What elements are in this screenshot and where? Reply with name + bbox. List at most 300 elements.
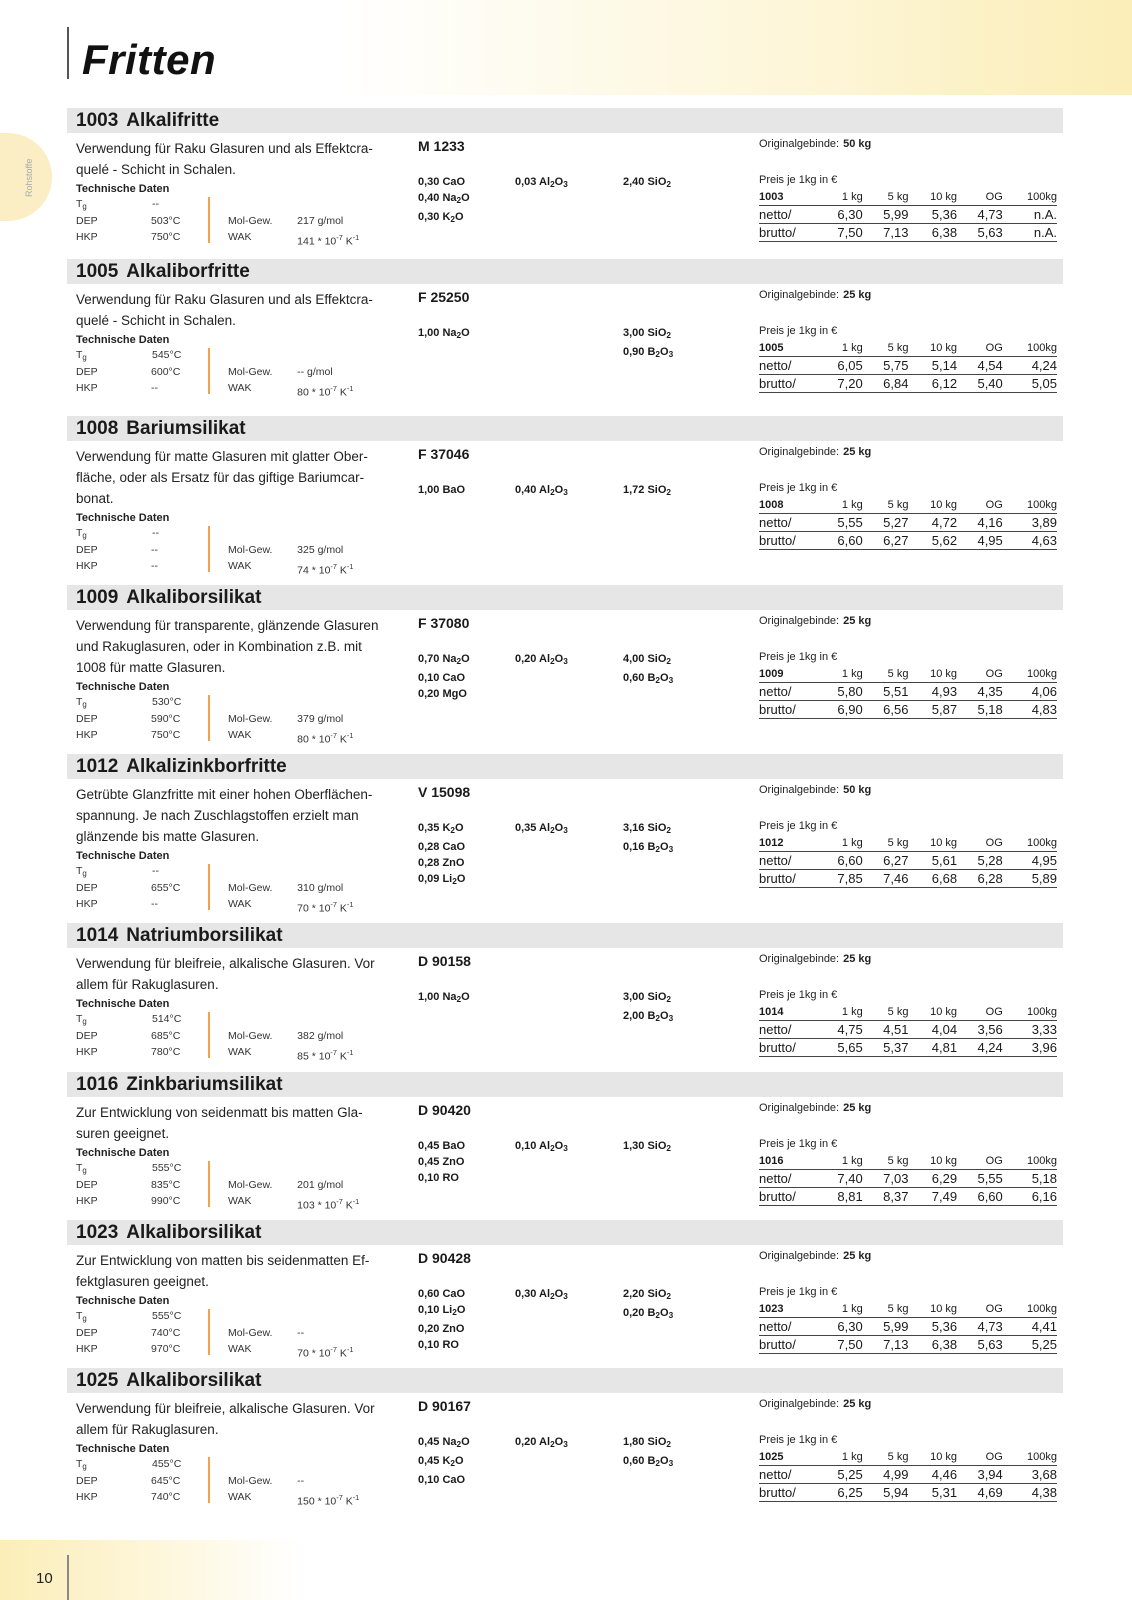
product-code: F 37080 <box>418 615 470 631</box>
price-cell: 4,04 <box>908 1021 957 1039</box>
price-cell: 6,28 <box>957 870 1003 888</box>
formula-line: 0,90 $B_2O_3$ <box>623 346 674 360</box>
product-name: Natriumborsilikat <box>126 925 283 946</box>
orig-value: 50 kg <box>843 784 872 796</box>
orig-label: Originalgebinde: <box>759 1250 840 1262</box>
hkp-label: HKP <box>76 1342 98 1355</box>
price-cell: 7,50 <box>817 1336 863 1354</box>
entry-header <box>67 108 1063 133</box>
price-cell: 7,13 <box>863 224 909 242</box>
product-name: Alkalizinkborfritte <box>126 756 287 777</box>
tech-row-tg: $T_g$ 514°C <box>76 1012 386 1029</box>
price-row-label: 1005 <box>759 341 817 357</box>
dep-value: 685°C <box>151 1030 181 1043</box>
product-entry <box>67 754 1063 915</box>
price-cell: 1 kg <box>817 341 863 357</box>
product-description <box>76 138 386 250</box>
tech-row-hkp <box>76 1342 386 1362</box>
formula-column-silica <box>623 989 673 1027</box>
price-cell: 6,05 <box>817 357 863 375</box>
price-cell: OG <box>957 667 1003 683</box>
tech-row-hkp <box>76 1490 386 1510</box>
price-cell: 5 kg <box>863 498 909 514</box>
product-entry <box>67 108 1063 248</box>
price-cell: 5 kg <box>863 341 909 357</box>
price-brutto-row <box>759 532 1057 550</box>
product-number: 1023 <box>76 1222 119 1243</box>
product-number: 1008 <box>76 418 119 439</box>
tg-value: -- <box>152 865 159 877</box>
formula-column-silica <box>623 820 673 858</box>
formula-column-flux <box>418 1434 470 1488</box>
molgew-label: Mol-Gew. <box>228 215 273 228</box>
hkp-value: 970°C <box>151 1342 181 1355</box>
hkp-label: HKP <box>76 381 98 394</box>
price-cell: 7,85 <box>817 870 863 888</box>
price-row-label: 1009 <box>759 667 817 683</box>
tech-separator <box>208 1012 210 1058</box>
product-entry <box>67 1220 1063 1360</box>
formula-line: 0,10 $Al_2O_3$ <box>515 1140 568 1154</box>
price-cell: 6,12 <box>908 375 957 393</box>
tech-row-hkp <box>76 1045 386 1065</box>
price-cell: 4,16 <box>957 514 1003 532</box>
wak-label: WAK <box>228 559 252 572</box>
molgew-label: Mol-Gew. <box>228 1475 273 1488</box>
product-name: Bariumsilikat <box>126 418 246 439</box>
tech-data-table <box>76 526 386 579</box>
original-packaging <box>759 289 871 301</box>
price-cell: 4,06 <box>1003 683 1057 701</box>
tech-row-tg: $T_g$ 555°C <box>76 1309 386 1326</box>
molgew-value: -- <box>297 1327 305 1340</box>
tech-data-table <box>76 1309 386 1362</box>
price-cell: 4,72 <box>908 514 957 532</box>
formula-column-alumina <box>515 174 568 193</box>
tech-separator <box>208 197 210 243</box>
description-text: Zur Entwicklung von seidenmatt bis matten Gla-suren geeignet. <box>76 1105 363 1141</box>
price-cell: 5,75 <box>863 357 909 375</box>
price-row-label: netto/ <box>759 1318 817 1336</box>
orig-label: Originalgebinde: <box>759 446 840 458</box>
price-cell: 5 kg <box>863 836 909 852</box>
price-cell: 1 kg <box>817 1450 863 1466</box>
original-packaging <box>759 446 871 458</box>
tech-data-table <box>76 197 386 250</box>
formula-line: 0,45 $K_2O$ <box>418 1455 464 1469</box>
formula-line: 0,10 RO <box>418 1339 459 1352</box>
price-cell: 4,46 <box>908 1466 957 1484</box>
product-entry <box>67 259 1063 399</box>
formula-line: 0,10 $Li_2O$ <box>418 1304 466 1318</box>
price-cell: 5,28 <box>957 852 1003 870</box>
price-cell: 10 kg <box>908 498 957 514</box>
formula-column-flux <box>418 651 470 702</box>
price-row-label: netto/ <box>759 852 817 870</box>
price-cell: 100kg <box>1003 190 1057 206</box>
price-cell: 100kg <box>1003 836 1057 852</box>
tech-separator <box>208 1457 210 1503</box>
price-cell: 7,03 <box>863 1170 909 1188</box>
price-cell: 3,89 <box>1003 514 1057 532</box>
tech-row-dep <box>76 881 386 897</box>
wak-label: WAK <box>228 1045 252 1058</box>
price-cell: OG <box>957 1005 1003 1021</box>
molgew-label: Mol-Gew. <box>228 1327 273 1340</box>
price-row-label: brutto/ <box>759 1188 817 1206</box>
formula-column-alumina <box>515 651 568 670</box>
tech-row-hkp <box>76 1194 386 1214</box>
price-netto-row <box>759 1318 1057 1336</box>
price-cell: 1 kg <box>817 836 863 852</box>
original-packaging <box>759 1102 871 1114</box>
price-cell: 4,51 <box>863 1021 909 1039</box>
wak-value: $150 * 10^{-7}$ $K^{-1}$ <box>297 1492 360 1508</box>
product-description <box>76 446 386 579</box>
price-cell: n.A. <box>1003 206 1057 224</box>
price-row-label: netto/ <box>759 1466 817 1484</box>
price-cell: 6,16 <box>1003 1188 1057 1206</box>
price-table <box>759 1005 1057 1057</box>
price-cell: 4,41 <box>1003 1318 1057 1336</box>
product-description <box>76 289 386 401</box>
price-cell: 100kg <box>1003 341 1057 357</box>
original-packaging <box>759 953 871 965</box>
tech-row-dep <box>76 543 386 559</box>
price-cell: 4,73 <box>957 1318 1003 1336</box>
product-number: 1003 <box>76 110 119 131</box>
price-cell: 5 kg <box>863 1005 909 1021</box>
price-table <box>759 498 1057 550</box>
hkp-value: -- <box>151 559 159 572</box>
formula-column-silica <box>623 325 673 363</box>
tech-row-dep <box>76 1029 386 1045</box>
entry-header <box>67 1368 1063 1393</box>
price-cell: 10 kg <box>908 836 957 852</box>
price-brutto-row <box>759 701 1057 719</box>
molgew-value: 379 g/mol <box>297 713 344 726</box>
formula-column-alumina <box>515 820 568 839</box>
price-table <box>759 341 1057 393</box>
formula-line: 0,28 CaO <box>418 841 466 854</box>
page-number-divider <box>67 1555 69 1600</box>
formula-line: 0,03 $Al_2O_3$ <box>515 176 568 190</box>
price-header-row <box>759 190 1057 206</box>
formula-line: 0,10 RO <box>418 1172 459 1184</box>
orig-label: Originalgebinde: <box>759 953 840 965</box>
tech-row-tg: $T_g$ -- <box>76 526 386 543</box>
price-cell: 4,73 <box>957 206 1003 224</box>
price-cell: 4,95 <box>1003 852 1057 870</box>
price-label: Preis je 1kg in € <box>759 1286 838 1298</box>
price-cell: 3,56 <box>957 1021 1003 1039</box>
price-cell: 6,68 <box>908 870 957 888</box>
product-code: D 90158 <box>418 953 471 969</box>
tech-data-title: Technische Daten <box>76 183 170 195</box>
price-cell: 6,84 <box>863 375 909 393</box>
price-cell: 100kg <box>1003 1450 1057 1466</box>
product-number: 1016 <box>76 1074 119 1095</box>
formula-line: 3,00 SiO$_2$ <box>623 991 672 1005</box>
price-cell: 5,25 <box>817 1466 863 1484</box>
price-label: Preis je 1kg in € <box>759 1138 838 1150</box>
price-row-label: 1012 <box>759 836 817 852</box>
price-label: Preis je 1kg in € <box>759 820 838 832</box>
price-cell: 5,40 <box>957 375 1003 393</box>
product-description <box>76 784 386 917</box>
hkp-label: HKP <box>76 1194 98 1207</box>
tg-value: -- <box>152 198 159 210</box>
price-cell: 5,36 <box>908 1318 957 1336</box>
price-cell: 6,56 <box>863 701 909 719</box>
price-cell: OG <box>957 190 1003 206</box>
price-cell: 4,75 <box>817 1021 863 1039</box>
tech-row-dep <box>76 1474 386 1490</box>
price-brutto-row <box>759 1188 1057 1206</box>
price-cell: 7,40 <box>817 1170 863 1188</box>
tech-row-dep <box>76 712 386 728</box>
hkp-label: HKP <box>76 559 98 572</box>
price-netto-row <box>759 357 1057 375</box>
price-row-label: netto/ <box>759 357 817 375</box>
dep-value: 590°C <box>151 713 181 726</box>
dep-label: DEP <box>76 215 98 228</box>
price-cell: 10 kg <box>908 341 957 357</box>
price-cell: 4,35 <box>957 683 1003 701</box>
entry-header <box>67 1220 1063 1245</box>
formula-line: 0,30 $Al_2O_3$ <box>515 1288 568 1302</box>
price-cell: 10 kg <box>908 1302 957 1318</box>
formula-line: 0,20 $B_2O_3$ <box>623 1307 674 1321</box>
product-description <box>76 1250 386 1362</box>
formula-column-silica <box>623 1286 673 1324</box>
price-cell: 6,90 <box>817 701 863 719</box>
formula-line: 0,30 $K_2O$ <box>418 211 464 225</box>
tech-row-hkp <box>76 897 386 917</box>
price-netto-row <box>759 1021 1057 1039</box>
price-cell: 5 kg <box>863 1302 909 1318</box>
orig-value: 25 kg <box>843 1102 872 1114</box>
tech-data-table <box>76 695 386 748</box>
hkp-label: HKP <box>76 230 98 243</box>
tech-data-table <box>76 1161 386 1214</box>
orig-value: 25 kg <box>843 1250 872 1262</box>
page-title: Fritten <box>82 36 217 83</box>
wak-label: WAK <box>228 1342 252 1355</box>
entry-header <box>67 754 1063 779</box>
tech-row-hkp <box>76 381 386 401</box>
hkp-label: HKP <box>76 728 98 741</box>
product-description <box>76 953 386 1065</box>
description-text: Verwendung für matte Glasuren mit glatter Ober-fläche, oder als Ersatz für das giftige Bariumcar-bonat. <box>76 449 368 506</box>
formula-column-flux <box>418 174 470 228</box>
product-code: V 15098 <box>418 784 471 800</box>
orig-label: Originalgebinde: <box>759 138 840 150</box>
price-cell: 100kg <box>1003 1005 1057 1021</box>
price-header-row <box>759 667 1057 683</box>
price-cell: 3,96 <box>1003 1039 1057 1057</box>
dep-value: 600°C <box>151 366 181 379</box>
price-cell: 5,61 <box>908 852 957 870</box>
price-cell: 5,99 <box>863 1318 909 1336</box>
orig-label: Originalgebinde: <box>759 1102 840 1114</box>
original-packaging <box>759 784 871 796</box>
molgew-label: Mol-Gew. <box>228 882 273 895</box>
description-text: Verwendung für bleifreie, alkalische Glasuren. Vor allem für Rakuglasuren. <box>76 956 375 992</box>
price-cell: 6,60 <box>957 1188 1003 1206</box>
price-cell: 1 kg <box>817 667 863 683</box>
formula-line: 2,40 SiO$_2$ <box>623 176 672 190</box>
product-code: D 90428 <box>418 1250 471 1266</box>
formula-line: 0,40 $Na_2O$ <box>418 192 470 206</box>
price-cell: 10 kg <box>908 1154 957 1170</box>
entry-header <box>67 416 1063 441</box>
price-header-row <box>759 836 1057 852</box>
molgew-value: 310 g/mol <box>297 882 344 895</box>
original-packaging <box>759 1250 871 1262</box>
price-cell: 5,37 <box>863 1039 909 1057</box>
price-cell: 7,13 <box>863 1336 909 1354</box>
tech-data-title: Technische Daten <box>76 1295 170 1307</box>
formula-column-alumina <box>515 1434 568 1453</box>
price-cell: 10 kg <box>908 190 957 206</box>
price-cell: 4,24 <box>1003 357 1057 375</box>
price-brutto-row <box>759 1484 1057 1502</box>
wak-value: $141 * 10^{-7}$ $K^{-1}$ <box>297 232 360 248</box>
formula-line: 0,09 $Li_2O$ <box>418 873 466 887</box>
price-cell: 100kg <box>1003 1302 1057 1318</box>
dep-value: 503°C <box>151 215 181 228</box>
hkp-value: 750°C <box>151 728 181 741</box>
tech-data-title: Technische Daten <box>76 512 170 524</box>
molgew-value: 217 g/mol <box>297 215 344 228</box>
tech-row-tg: $T_g$ -- <box>76 197 386 214</box>
price-netto-row <box>759 852 1057 870</box>
tech-data-table <box>76 864 386 917</box>
tech-row-tg: $T_g$ 530°C <box>76 695 386 712</box>
price-cell: 5 kg <box>863 190 909 206</box>
formula-column-silica <box>623 1138 671 1157</box>
product-code: D 90420 <box>418 1102 471 1118</box>
price-label: Preis je 1kg in € <box>759 989 838 1001</box>
price-row-label: 1016 <box>759 1154 817 1170</box>
formula-line: 0,45 $Na_2O$ <box>418 1436 470 1450</box>
price-cell: 7,20 <box>817 375 863 393</box>
product-number: 1012 <box>76 756 119 777</box>
price-cell: 5,05 <box>1003 375 1057 393</box>
product-number: 1025 <box>76 1370 119 1391</box>
price-label: Preis je 1kg in € <box>759 1434 838 1446</box>
formula-line: 1,72 SiO$_2$ <box>623 484 672 498</box>
price-cell: 5,36 <box>908 206 957 224</box>
price-cell: 3,33 <box>1003 1021 1057 1039</box>
tech-data-title: Technische Daten <box>76 998 170 1010</box>
product-name: Alkalifritte <box>126 110 220 131</box>
formula-line: 0,60 CaO <box>418 1288 466 1300</box>
tg-value: 555°C <box>152 1162 182 1174</box>
price-cell: OG <box>957 498 1003 514</box>
price-cell: 5,63 <box>957 1336 1003 1354</box>
price-cell: 5,18 <box>957 701 1003 719</box>
price-cell: 4,99 <box>863 1466 909 1484</box>
price-cell: 100kg <box>1003 1154 1057 1170</box>
price-cell: 5,80 <box>817 683 863 701</box>
price-row-label: brutto/ <box>759 375 817 393</box>
price-cell: 4,69 <box>957 1484 1003 1502</box>
price-cell: 1 kg <box>817 190 863 206</box>
product-code: F 25250 <box>418 289 470 305</box>
dep-label: DEP <box>76 713 98 726</box>
price-cell: 4,83 <box>1003 701 1057 719</box>
price-row-label: brutto/ <box>759 224 817 242</box>
price-cell: 6,60 <box>817 532 863 550</box>
formula-line: 0,16 $B_2O_3$ <box>623 841 674 855</box>
wak-label: WAK <box>228 897 252 910</box>
product-entry <box>67 1368 1063 1508</box>
wak-value: $80 * 10^{-7}$ $K^{-1}$ <box>297 730 354 746</box>
dep-label: DEP <box>76 544 98 557</box>
molgew-value: 325 g/mol <box>297 544 344 557</box>
price-cell: OG <box>957 341 1003 357</box>
wak-label: WAK <box>228 230 252 243</box>
price-row-label: 1008 <box>759 498 817 514</box>
original-packaging <box>759 1398 871 1410</box>
price-cell: 5,65 <box>817 1039 863 1057</box>
price-cell: OG <box>957 1450 1003 1466</box>
price-cell: 7,49 <box>908 1188 957 1206</box>
tech-row-tg: $T_g$ 545°C <box>76 348 386 365</box>
formula-line: 0,45 BaO <box>418 1140 466 1152</box>
price-row-label: brutto/ <box>759 1336 817 1354</box>
formula-line: 0,30 CaO <box>418 176 466 188</box>
formula-line: 0,10 CaO <box>418 672 466 685</box>
price-brutto-row <box>759 1336 1057 1354</box>
tg-value: 455°C <box>152 1458 182 1470</box>
tech-row-dep <box>76 1178 386 1194</box>
price-cell: 5,51 <box>863 683 909 701</box>
orig-value: 25 kg <box>843 615 872 627</box>
price-cell: 5,18 <box>1003 1170 1057 1188</box>
orig-value: 25 kg <box>843 289 872 301</box>
wak-value: $85 * 10^{-7}$ $K^{-1}$ <box>297 1047 354 1063</box>
formula-column-flux <box>418 1138 465 1186</box>
entry-header <box>67 585 1063 610</box>
formula-line: 1,00 $Na_2O$ <box>418 327 470 341</box>
price-row-label: 1003 <box>759 190 817 206</box>
price-cell: 6,30 <box>817 1318 863 1336</box>
price-table <box>759 667 1057 719</box>
price-cell: 5,89 <box>1003 870 1057 888</box>
price-header-row <box>759 341 1057 357</box>
formula-line: 0,35 $K_2O$ <box>418 822 464 836</box>
dep-value: -- <box>151 544 159 557</box>
dep-label: DEP <box>76 1327 98 1340</box>
orig-value: 25 kg <box>843 446 872 458</box>
product-code: D 90167 <box>418 1398 471 1414</box>
product-description <box>76 1398 386 1510</box>
tech-row-dep <box>76 1326 386 1342</box>
price-row-label: netto/ <box>759 1170 817 1188</box>
price-brutto-row <box>759 870 1057 888</box>
product-description <box>76 615 386 748</box>
entry-header <box>67 1072 1063 1097</box>
tech-row-hkp <box>76 230 386 250</box>
price-netto-row <box>759 1466 1057 1484</box>
formula-line: 0,20 $Al_2O_3$ <box>515 1436 568 1450</box>
description-text: Verwendung für bleifreie, alkalische Glasuren. Vor allem für Rakuglasuren. <box>76 1401 375 1437</box>
price-header-row <box>759 1450 1057 1466</box>
price-cell: 3,68 <box>1003 1466 1057 1484</box>
